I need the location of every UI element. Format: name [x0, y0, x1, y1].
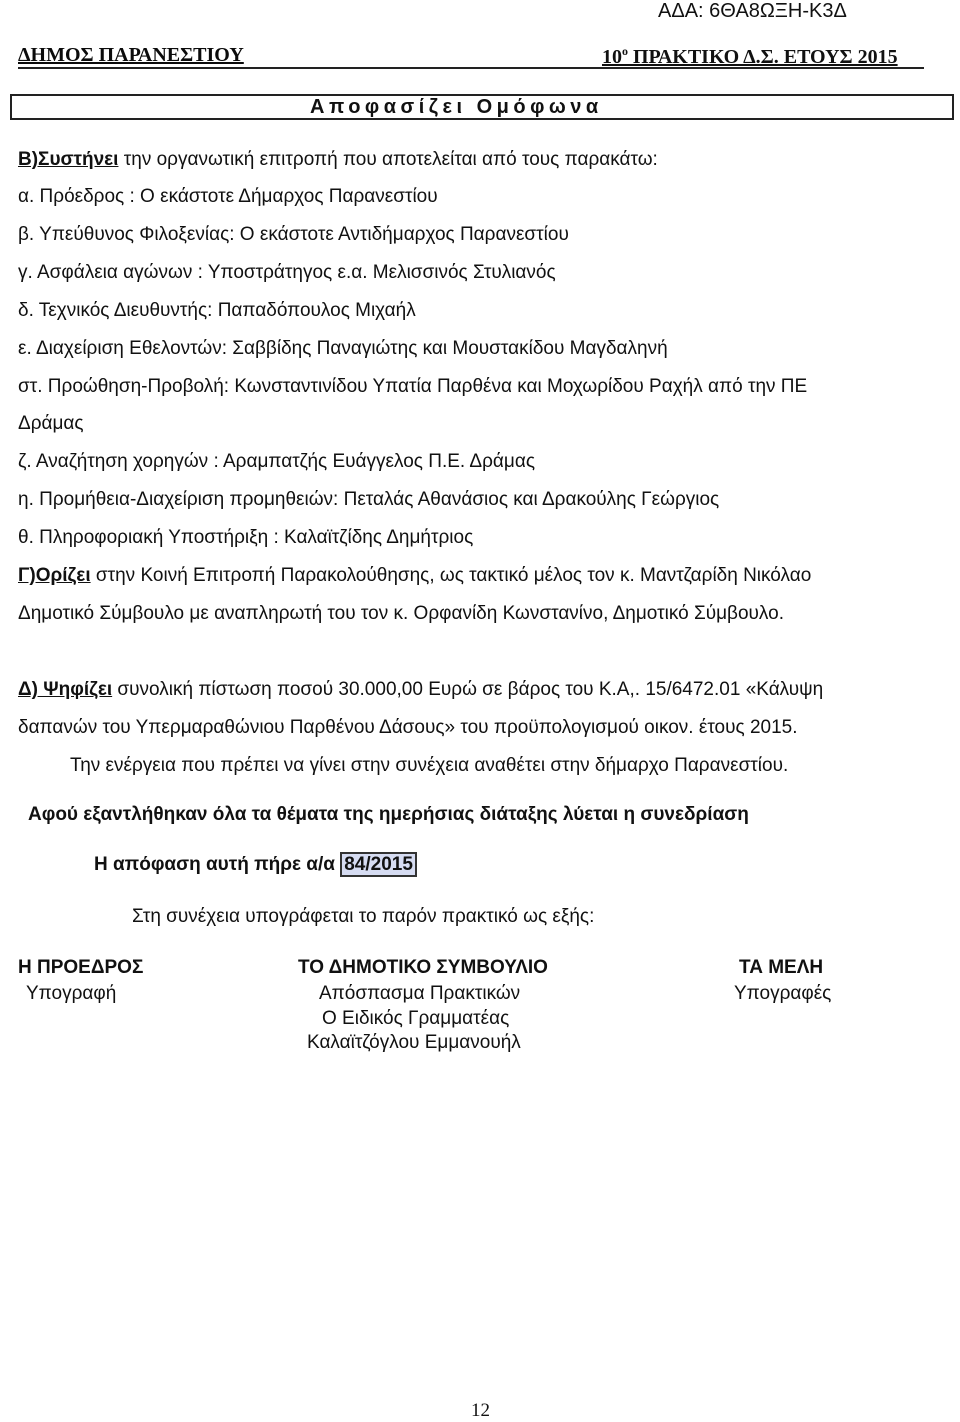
signature-center-sub3: Καλαϊτζόγλου Εμμανουήλ — [307, 1032, 521, 1053]
signature-right-title: ΤΑ ΜΕΛΗ — [739, 957, 824, 978]
committee-item-continued: Δράμας — [18, 413, 84, 434]
committee-item: η. Προμήθεια-Διαχείριση προμηθειών: Πεταλάς Αθανάσιος και Δρακούλης Γεώργιος — [18, 489, 720, 510]
signature-left-sub: Υπογραφή — [26, 983, 117, 1004]
signature-center-title: ΤΟ ΔΗΜΟΤΙΚΟ ΣΥΜΒΟΥΛΙΟ — [298, 957, 548, 978]
signature-right-sub: Υπογραφές — [734, 983, 832, 1004]
section-g-line1 — [18, 565, 811, 587]
minutes-title: ΠΡΑΚΤΙΚΟ Δ.Σ. ΕΤΟΥΣ 2015 — [628, 46, 898, 68]
signature-center-sub1: Απόσπασμα Πρακτικών — [319, 983, 521, 1004]
committee-item: ζ. Αναζήτηση χορηγών : Αραμπατζής Ευάγγελος Π.Ε. Δράμας — [18, 451, 535, 472]
signature-center-sub2: Ο Ειδικός Γραμματέας — [322, 1008, 510, 1029]
committee-item: δ. Τεχνικός Διευθυντής: Παπαδόπουλος Μιχαήλ — [18, 300, 416, 321]
committee-item: θ. Πληροφοριακή Υποστήριξη : Καλαϊτζίδης Δημήτριος — [18, 527, 474, 548]
minutes-header — [602, 44, 898, 69]
section-g-label: Γ)Ορίζει — [18, 565, 91, 586]
section-d-text: συνολική πίστωση ποσού 30.000,00 Ευρώ σε βάρος του Κ.Α,. 15/6472.01 «Κάλυψη — [112, 679, 824, 700]
minutes-number: 10 — [602, 46, 622, 68]
section-d-label: Δ) Ψηφίζει — [18, 679, 113, 700]
decision-banner — [10, 94, 954, 120]
committee-item: γ. Ασφάλεια αγώνων : Υποστράτηγος ε.α. Μελισσινός Στυλιανός — [18, 262, 556, 283]
committee-item: β. Υπεύθυνος Φιλοξενίας: Ο εκάστοτε Αντιδήμαρχος Παρανεστίου — [18, 224, 569, 245]
signing-intro: Στη συνέχεια υπογράφεται το παρόν πρακτικό ως εξής: — [132, 906, 595, 927]
decision-number: 84/2015 — [340, 852, 417, 877]
section-d-line2: δαπανών του Υπερμαραθώνιου Παρθένου Δάσους» του προϋπολογισμού οικον. έτους 2015. — [18, 717, 798, 738]
decision-prefix: Η απόφαση αυτή πήρε α/α — [94, 854, 341, 875]
section-b-text: την οργανωτική επιτροπή που αποτελείται από τους παρακάτω: — [118, 149, 658, 170]
section-g-line2: Δημοτικό Σύμβουλο με αναπληρωτή του τον κ. Ορφανίδη Κωνστανίνο, Δημοτικό Σύμβουλο. — [18, 603, 784, 624]
banner-text: Αποφασίζει Ομόφωνα — [310, 96, 603, 118]
municipality-header: ΔΗΜΟΣ ΠΑΡΑΝΕΣΤΙΟΥ — [18, 44, 244, 66]
minutes-ordinal: ο — [622, 44, 628, 58]
committee-item: α. Πρόεδρος : Ο εκάστοτε Δήμαρχος Παρανεστίου — [18, 186, 438, 207]
closing-statement: Αφού εξαντλήθηκαν όλα τα θέματα της ημερήσιας διάταξης λύεται η συνεδρίαση — [28, 804, 749, 825]
committee-item: ε. Διαχείριση Εθελοντών: Σαββίδης Παναγιώτης και Μουστακίδου Μαγδαληνή — [18, 338, 668, 359]
decision-number-line — [94, 854, 417, 876]
page-number: 12 — [471, 1400, 490, 1421]
section-b-intro — [18, 149, 658, 171]
signature-left-title: Η ΠΡΟΕΔΡΟΣ — [18, 957, 144, 978]
section-d-line1 — [18, 679, 823, 701]
section-d-line3: Την ενέργεια που πρέπει να γίνει στην συνέχεια αναθέτει στην δήμαρχο Παρανεστίου. — [70, 755, 789, 776]
section-b-label: Β)Συστήνει — [18, 149, 119, 170]
ada-code: ΑΔΑ: 6ΘΑ8ΩΞΗ-Κ3Δ — [658, 0, 847, 22]
header-rule — [18, 67, 924, 69]
section-g-text: στην Κοινή Επιτροπή Παρακολούθησης, ως τακτικό μέλος τον κ. Μαντζαρίδη Νικόλαο — [90, 565, 812, 586]
committee-item: στ. Προώθηση-Προβολή: Κωνσταντινίδου Υπατία Παρθένα και Μοχωρίδου Ραχήλ από την ΠΕ — [18, 376, 808, 397]
